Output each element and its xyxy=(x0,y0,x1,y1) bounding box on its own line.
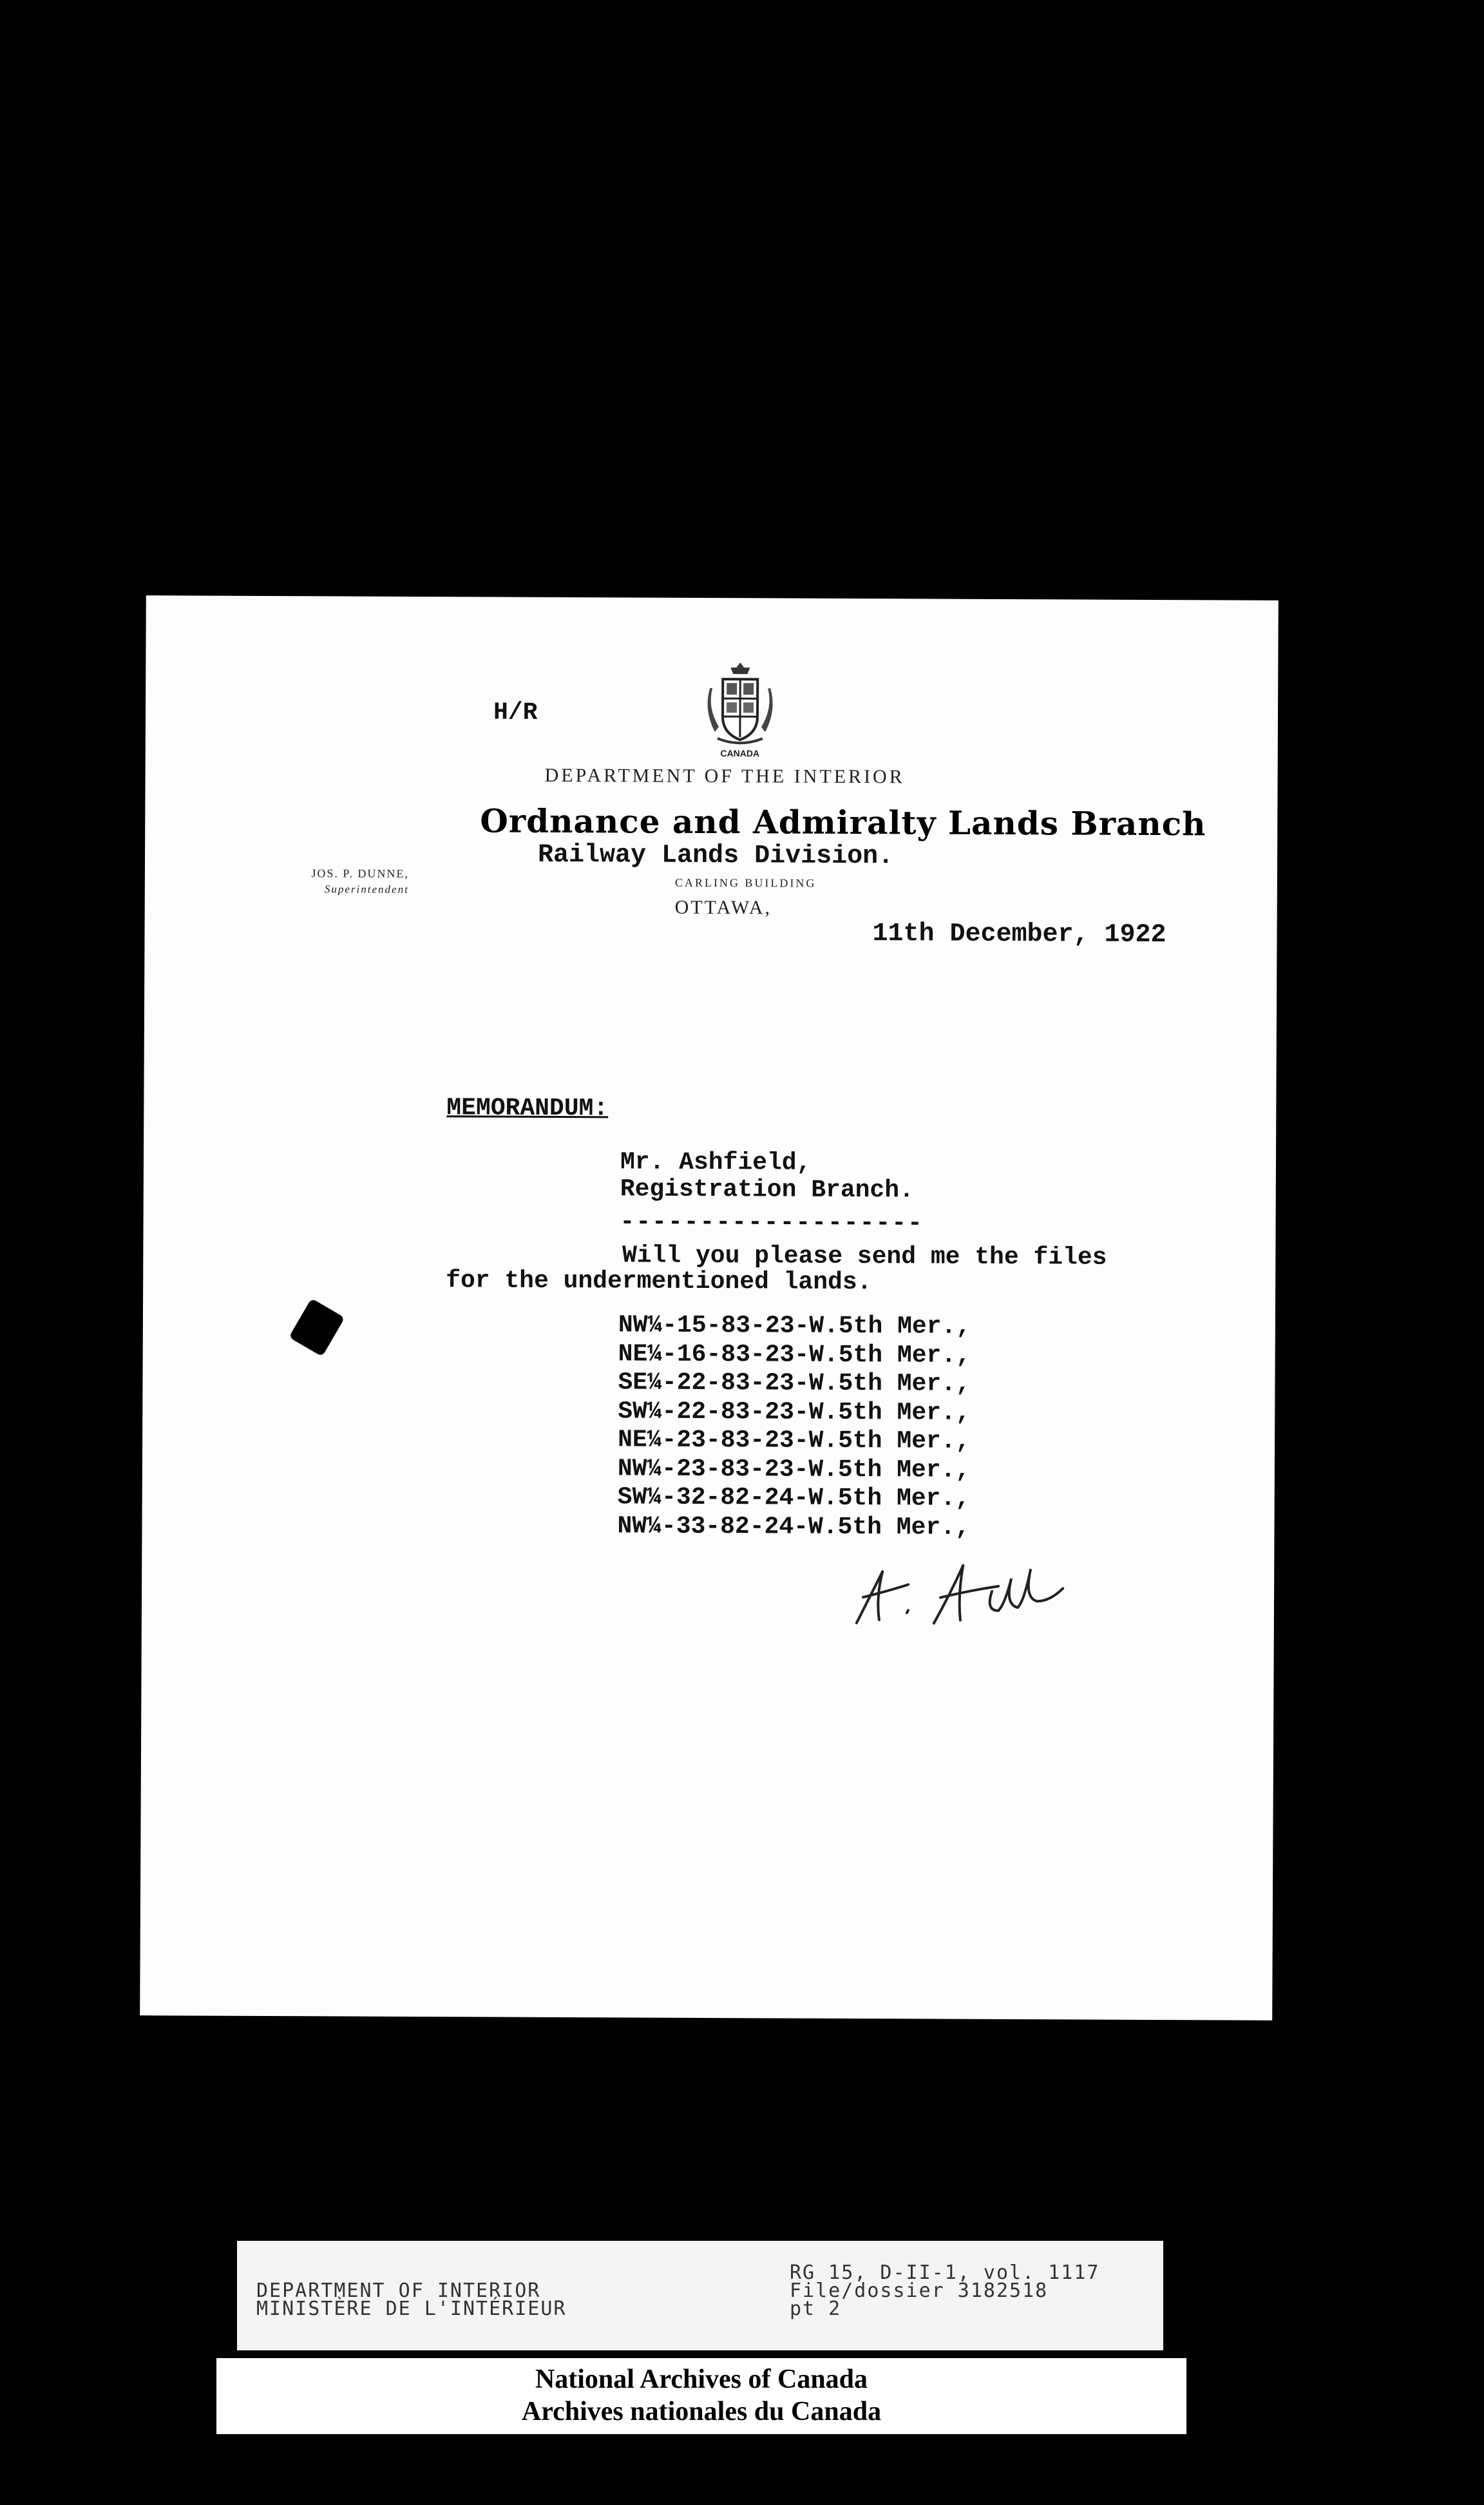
lands-list xyxy=(617,1311,971,1542)
department-name: DEPARTMENT OF THE INTERIOR xyxy=(544,764,905,788)
institution-fr: Archives nationales du Canada xyxy=(521,2397,882,2426)
archive-reference xyxy=(790,2261,1100,2320)
archive-department xyxy=(256,2279,567,2320)
addressee-name: Mr. Ashfield, xyxy=(620,1148,812,1177)
division-name: Railway Lands Division. xyxy=(537,840,894,872)
signature xyxy=(837,1552,1083,1631)
land-entry: SW¼-22-83-23-W.5th Mer., xyxy=(618,1397,971,1427)
memo-heading: MEMORANDUM: xyxy=(446,1094,609,1123)
file-code: H/R xyxy=(493,698,538,727)
land-entry: NW¼-23-83-23-W.5th Mer., xyxy=(617,1454,971,1484)
superintendent-name: JOS. P. DUNNE, xyxy=(311,867,409,880)
land-entry: SW¼-32-82-24-W.5th Mer., xyxy=(617,1483,971,1513)
superintendent-block xyxy=(254,867,409,896)
land-entry: NW¼-15-83-23-W.5th Mer., xyxy=(618,1311,971,1341)
crest-caption: CANADA xyxy=(720,748,760,759)
archive-dept-en: DEPARTMENT OF INTERIOR xyxy=(256,2279,541,2302)
institution-en: National Archives of Canada xyxy=(535,2365,868,2394)
memo-date: 11th December, 1922 xyxy=(872,919,1166,950)
archive-reference-label xyxy=(237,2241,1163,2350)
land-entry: NE¼-16-83-23-W.5th Mer., xyxy=(618,1339,971,1370)
city-name: OTTAWA, xyxy=(674,896,772,919)
addressee-branch: Registration Branch. xyxy=(620,1175,914,1205)
archive-ref-line: RG 15, D-II-1, vol. 1117 xyxy=(790,2261,1100,2284)
building-name: CARLING BUILDING xyxy=(674,876,817,890)
land-entry: SE¼-22-83-23-W.5th Mer., xyxy=(618,1368,971,1398)
addressee-block xyxy=(620,1149,914,1204)
body-line: for the undermentioned lands. xyxy=(446,1267,872,1297)
archive-institution-label xyxy=(216,2358,1186,2434)
corner-damage xyxy=(289,1298,345,1357)
branch-name: Ordnance and Admiralty Lands Branch xyxy=(480,801,1206,843)
dash-rule: ------------------- xyxy=(620,1208,924,1238)
land-entry: NE¼-23-83-23-W.5th Mer., xyxy=(618,1426,971,1455)
memo-body xyxy=(446,1242,1107,1296)
archive-ref-line: pt 2 xyxy=(790,2298,842,2320)
superintendent-title: Superintendent xyxy=(324,883,409,896)
document-page xyxy=(140,595,1279,2020)
coat-of-arms-icon xyxy=(698,662,783,760)
land-entry: NW¼-33-82-24-W.5th Mer., xyxy=(617,1512,970,1542)
archive-dept-fr: MINISTÈRE DE L'INTÉRIEUR xyxy=(256,2298,567,2320)
body-line: Will you please send me the files xyxy=(446,1241,1107,1272)
archive-ref-line: File/dossier 3182518 xyxy=(790,2279,1049,2302)
